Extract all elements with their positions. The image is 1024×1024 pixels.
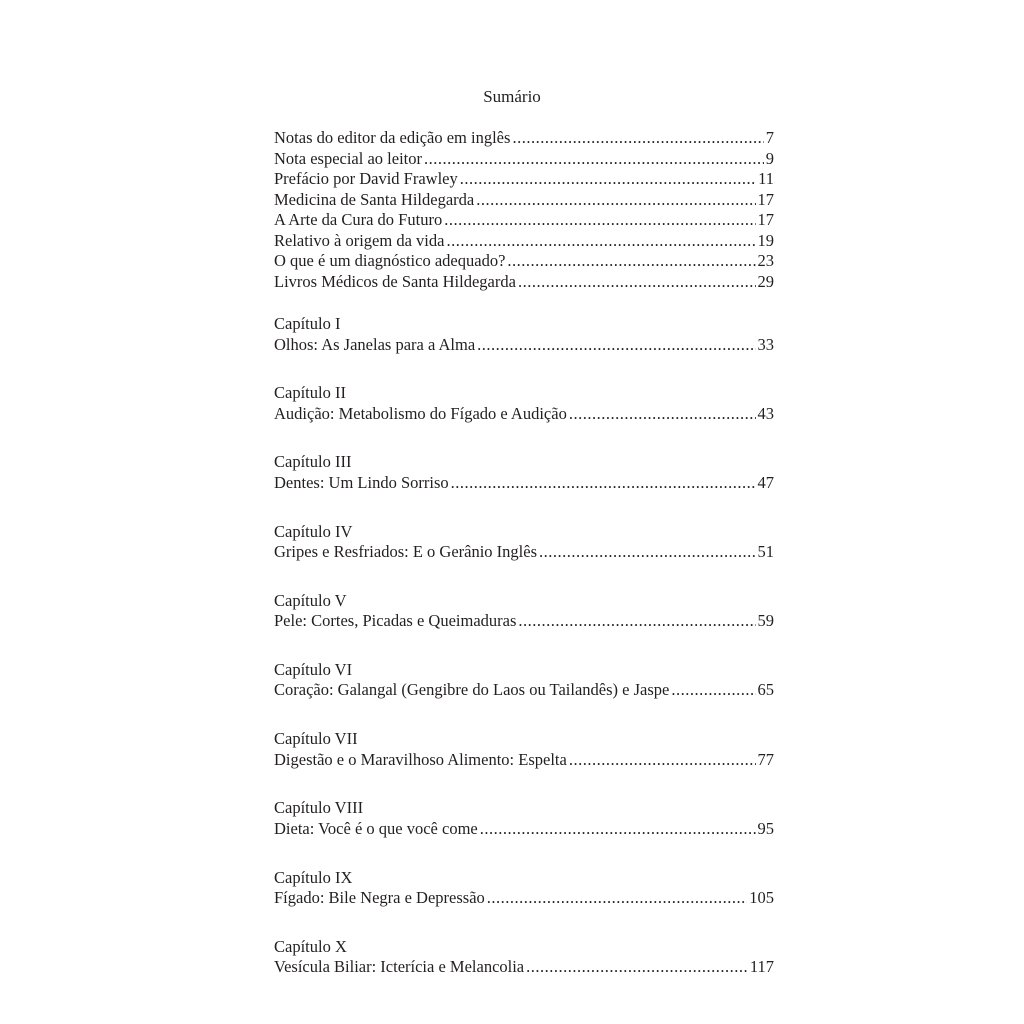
toc-entry-title: Livros Médicos de Santa Hildegarda [274,271,516,291]
chapter-label: Capítulo V [274,590,347,610]
toc-entry [274,404,774,425]
chapter-label: Capítulo IV [274,521,353,541]
toc-entry-title: Coração: Galangal (Gengibre do Laos ou Tailandês) e Jaspe [274,680,670,700]
toc-entry-page: 9 [765,148,774,168]
toc-entry-title: Nota especial ao leitor [274,148,422,168]
dot-leader [446,231,755,252]
chapter-label: Capítulo X [274,936,347,956]
dot-leader [451,473,756,494]
dot-leader [671,680,755,701]
toc-entry-page: 43 [757,403,774,423]
toc-entry-title: Prefácio por David Frawley [274,169,458,188]
chapter-block [274,383,774,444]
chapter-block [274,591,774,652]
toc-entry-title: Vesícula Biliar: Icterícia e Melancolia [274,957,525,977]
chapter-label: Capítulo IX [274,867,353,887]
chapter-block [274,522,774,583]
toc-entry-title: Dentes: Um Lindo Sorriso [274,472,449,492]
dot-leader [518,611,755,632]
dot-leader [480,819,756,840]
dot-leader [518,272,756,293]
toc-entry [274,149,774,170]
toc-entry [274,957,774,978]
toc-entry-title: Relativo à origem da vida [274,230,445,250]
toc-entry-page: 11 [758,169,774,188]
toc-entry-title: Gripes e Resfriados: E o Gerânio Inglês [274,542,538,562]
toc-entry-page: 59 [757,611,774,631]
toc-entry-page: 17 [757,210,774,229]
toc-entry [274,251,774,272]
chapter-block [274,729,774,790]
chapter-block [274,452,774,513]
toc-entry-page: 117 [749,957,774,977]
toc-entry-page: 29 [757,271,774,291]
chapter-label: Capítulo I [274,314,341,333]
dot-leader [526,957,748,978]
toc-entry [274,128,774,149]
toc-entry [274,473,774,494]
chapter-list [274,314,774,998]
toc-entry [274,335,774,356]
chapter-block [274,937,774,998]
dot-leader [569,750,756,771]
toc-entry-title: Fígado: Bile Negra e Depressão [274,888,485,907]
dot-leader [477,335,755,356]
page-title: Sumário [483,87,541,106]
toc-entry [274,680,774,701]
toc-entry-page: 47 [757,472,774,492]
chapter-label: Capítulo VII [274,729,358,749]
toc-entry [274,169,774,190]
toc-entry-page: 65 [757,680,774,700]
chapter-block [274,798,774,859]
toc-entry-title: Audição: Metabolismo do Fígado e Audição [274,403,567,423]
toc-entry [274,210,774,231]
toc-entry-page: 95 [757,818,774,838]
dot-leader [476,190,755,211]
toc-entry-title: A Arte da Cura do Futuro [274,210,443,229]
dot-leader [539,542,755,563]
toc-entry-page: 19 [757,230,774,250]
toc-entry [274,272,774,293]
chapter-label: Capítulo VIII [274,798,364,818]
toc-entry-page: 33 [757,334,774,354]
toc-entry-title: Dieta: Você é o que você come [274,818,478,838]
toc-entry [274,611,774,632]
table-of-contents [274,128,774,998]
chapter-label: Capítulo VI [274,659,353,679]
toc-entry-page: 23 [757,251,774,270]
chapter-label: Capítulo II [274,383,346,403]
chapter-label: Capítulo III [274,452,352,472]
toc-entry-page: 7 [765,128,774,147]
dot-leader [569,404,756,425]
toc-entry-page: 77 [757,749,774,769]
dot-leader [512,128,763,149]
toc-entry-page: 105 [749,888,774,907]
toc-entry [274,750,774,771]
toc-entry [274,190,774,211]
toc-entry [274,231,774,252]
dot-leader [507,251,755,272]
toc-entry-title: Pele: Cortes, Picadas e Queimaduras [274,611,517,631]
toc-entry-title: Olhos: As Janelas para a Alma [274,334,476,354]
dot-leader [444,210,755,231]
toc-entry-title: Medicina de Santa Hildegarda [274,189,475,209]
chapter-block [274,660,774,721]
toc-entry-title: Digestão e o Maravilhoso Alimento: Espelta [274,749,567,769]
toc-entry-title: Notas do editor da edição em inglês [274,128,511,147]
dot-leader [424,149,764,170]
toc-entry [274,819,774,840]
dot-leader [487,888,747,909]
front-matter-list [274,128,774,292]
dot-leader [460,169,756,190]
toc-entry [274,542,774,563]
toc-entry [274,888,774,909]
toc-entry-page: 51 [757,542,774,562]
chapter-block [274,868,774,929]
toc-entry-title: O que é um diagnóstico adequado? [274,251,506,270]
chapter-block [274,314,774,375]
toc-entry-page: 17 [757,189,774,209]
